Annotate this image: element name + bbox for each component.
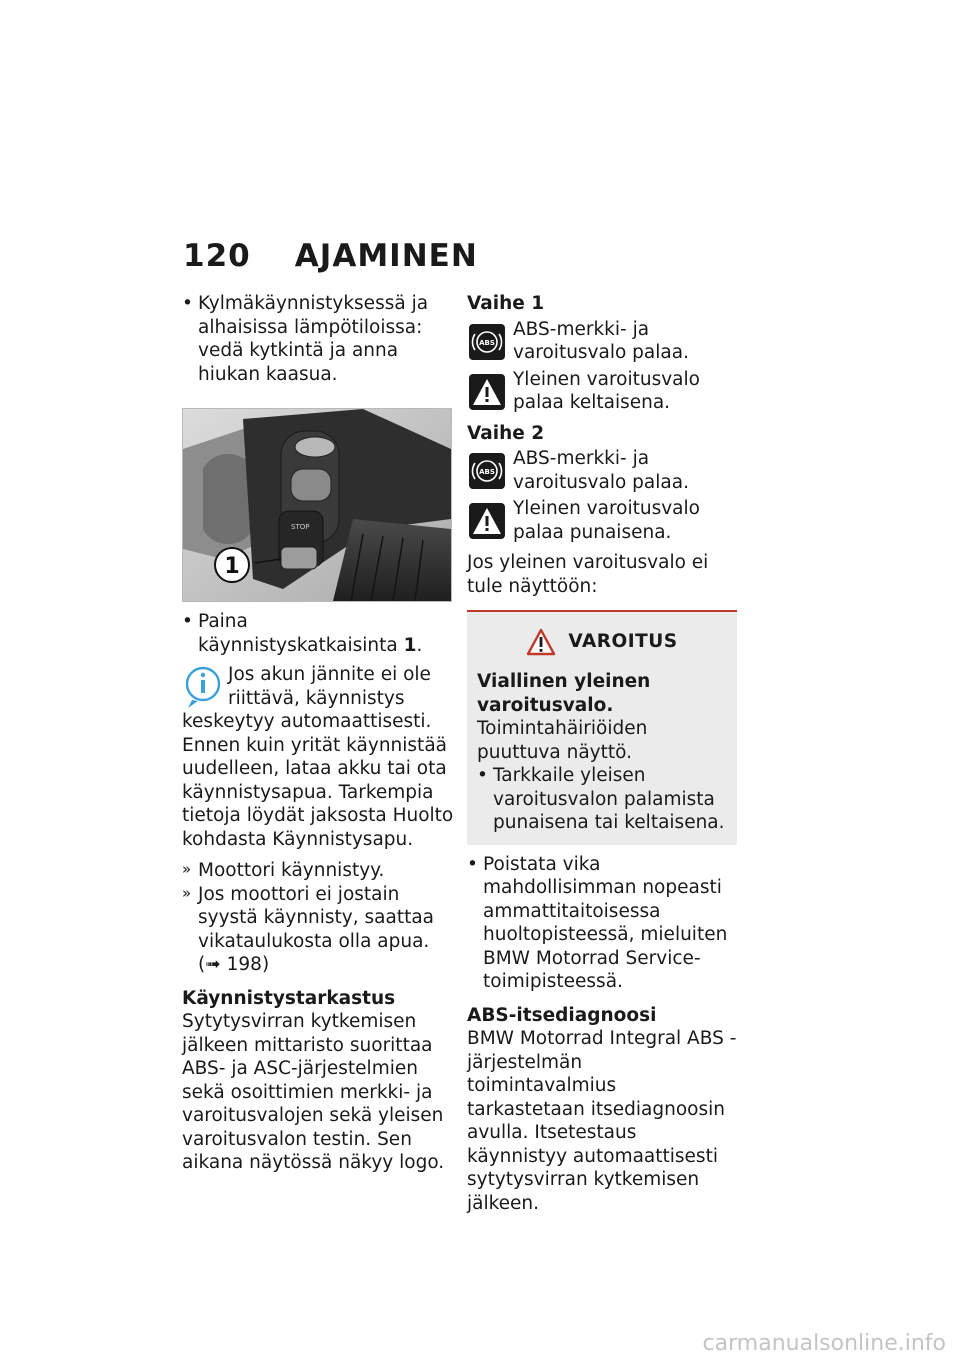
watermark: carmanualsonline.info: [702, 1331, 946, 1356]
result-troubleshooting: » Jos moottori ei jostain syystä käynnisty, saattaa vikataulukosta olla apua. (➟ 198): [182, 883, 454, 977]
warning-title: [477, 628, 727, 656]
phase2-general-row: [467, 497, 737, 545]
general-warning-icon: [469, 503, 505, 539]
phase2-label: Vaihe 2: [467, 422, 545, 444]
section-title: AJAMINEN: [294, 238, 478, 274]
warning-consequence: Toimintahäiriöiden puuttuva näyttö.: [477, 718, 648, 763]
start-check-text: Sytytysvirran kytkemisen jälkeen mittaristo suorittaa ABS- ja ASC-järjestelmien sekä osoittimien merkki- ja varoitusvalojen sekä yleisen varoitusvalon testin. Sen aikana näytössä näkyy logo.: [182, 1011, 445, 1173]
note-text: Jos akun jännite ei ole riittävä, käynnistys keskeytyy automaattisesti. Ennen kuin yrität käynnistää uudelleen, lataa akku tai ota käynnistysapua. Tarkempia tietoja löydät jaksosta Huolto kohdasta Käynnistysapu.: [182, 664, 454, 850]
cold-start-bullet: • Kylmäkäynnistyksessä ja alhaisissa lämpötiloissa: vedä kytkintä ja anna hiukan kaasua.: [182, 292, 454, 386]
press-start-ref: 1: [403, 634, 417, 656]
phase2-general-text: Yleinen varoitusvalo palaa punaisena.: [513, 498, 700, 543]
page-number: 120: [183, 238, 251, 274]
abs-diagnosis-text: BMW Motorrad Integral ABS -järjestelmän toimintavalmius tarkastetaan itsediagnoosin avulla. Itsetestaus käynnistyy automaattisesti sytytysvirran kytkemisen jälkeen.: [467, 1028, 737, 1214]
phase2-abs-text: ABS-merkki- ja varoitusvalo palaa.: [513, 448, 689, 493]
note-block: [182, 663, 454, 851]
abs-diagnosis-heading: ABS-itsediagnoosi: [467, 1004, 657, 1026]
page-header: [183, 238, 478, 274]
warning-box: [467, 610, 737, 845]
svg-text:ABS: ABS: [479, 468, 495, 476]
warning-triangle-icon: [526, 628, 556, 656]
abs-warning-icon: [469, 453, 505, 489]
info-note-icon: [182, 663, 224, 709]
handlebar-illustration: [183, 409, 451, 601]
phase1-label: Vaihe 1: [467, 293, 545, 314]
phase2-abs-row: [467, 447, 737, 495]
svg-text:ABS: ABS: [479, 338, 495, 347]
warning-bullet: • Tarkkaile yleisen varoitusvalon palamista punaisena tai keltaisena.: [477, 764, 727, 835]
figure-callout: 1: [224, 554, 240, 579]
right-column: [467, 292, 737, 1215]
phase1-general-text: Yleinen varoitusvalo palaa keltaisena.: [513, 368, 700, 413]
abs-warning-icon: [469, 324, 505, 360]
phase1-general-row: [467, 368, 737, 416]
svg-text:STOP: STOP: [291, 523, 310, 531]
phase1-abs-text: ABS-merkki- ja varoitusvalo palaa.: [513, 318, 689, 363]
left-column: [182, 292, 454, 1175]
phase1-abs-row: [467, 318, 737, 366]
handlebar-switch-photo: [182, 408, 452, 602]
warning-headline: Viallinen yleinen varoitusvalo.: [477, 671, 651, 716]
press-start-bullet: • Paina käynnistyskatkaisinta 1.: [182, 610, 454, 657]
fix-bullet: • Poistata vika mahdollisimman nopeasti ammattitaitoisessa huoltopisteessä, mieluiten BMW Motorrad Service-toimipisteessä.: [467, 853, 737, 994]
press-start-text: Paina käynnistyskatkaisinta: [198, 611, 398, 656]
general-warning-icon: [469, 374, 505, 410]
result-engine-starts: » Moottori käynnistyy.: [182, 859, 454, 883]
if-not-on-text: Jos yleinen varoitusvalo ei tule näyttöön:: [467, 552, 709, 597]
warning-title-text: VAROITUS: [568, 631, 678, 653]
page-ref-arrow-icon: ➟: [205, 954, 221, 975]
result-troubleshooting-ref: 198: [226, 954, 262, 975]
start-check-heading: Käynnistystarkastus: [182, 987, 396, 1009]
result-troubleshooting-text: Jos moottori ei jostain syystä käynnisty, saattaa vikataulukosta olla apua.: [198, 883, 435, 952]
